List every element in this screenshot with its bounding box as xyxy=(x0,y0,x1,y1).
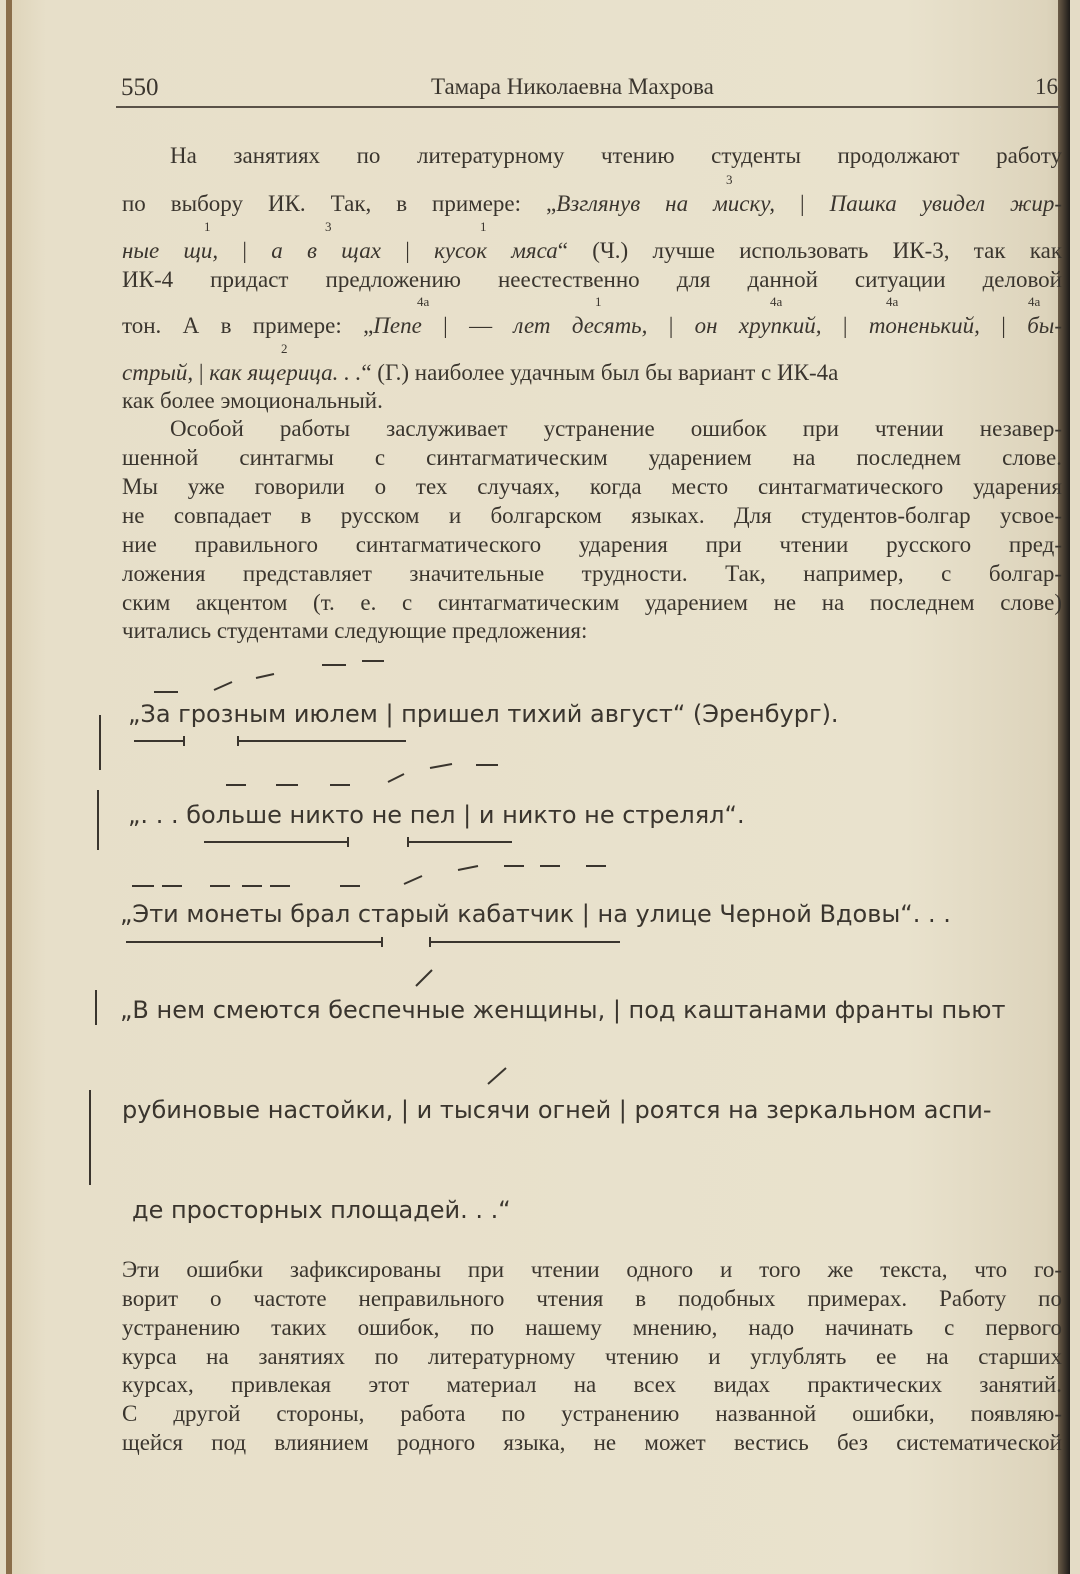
ik-mark: 1 xyxy=(595,294,602,309)
text-span: тон. А в примере: „ xyxy=(122,313,374,338)
example-span: Взглянув на миску, xyxy=(556,191,776,216)
example-sentence-5: рубиновые настойки, | и тысячи огней | роятся на зеркальном аспи- xyxy=(122,1096,992,1124)
header-counter: 16 xyxy=(1035,74,1058,99)
example-sentence-4: „В нем смеются беспечные женщины, | под каштанами франты пьют xyxy=(120,996,1006,1024)
example-span: тоненький, xyxy=(868,313,980,338)
para2-line: не совпадает в русском и болгарском языках. Для студентов-болгар усвое- xyxy=(122,503,1062,528)
example-sentence-1: „За грозным июлем | пришел тихий август“ (Эренбург). xyxy=(128,700,839,728)
ik-mark: 1 xyxy=(480,219,487,234)
ik-mark: 3 xyxy=(325,219,332,234)
para2-line: Особой работы заслуживает устранение ошибок при чтении незавер- xyxy=(170,416,1062,441)
pause-bar: | xyxy=(193,360,210,385)
example-span: лет десять, xyxy=(513,313,648,338)
example-span: как ящерица. . . xyxy=(209,360,362,385)
ik-mark: 4а xyxy=(770,294,783,309)
example-sentence-2: „. . . больше никто не пел | и никто не стрелял“. xyxy=(128,801,745,829)
text-span: “ (Г.) наиболее удачным был бы вариант с ИК-4а xyxy=(361,360,839,385)
example-span: Пашка увидел жир- xyxy=(829,191,1062,216)
para2-line: ским акцентом (т. е. с синтагматическим ударением не на последнем слове) xyxy=(122,590,1062,615)
pause-bar: | xyxy=(775,191,830,216)
ik-mark: 4а xyxy=(886,294,899,309)
para3-line: курсах, привлекая этот материал на всех видах практических занятий. xyxy=(122,1372,1062,1397)
pause-bar: | — xyxy=(421,313,514,338)
example-span: стрый, xyxy=(122,360,194,385)
para3-line: ворит о частоте неправильного чтения в подобных примерах. Работу по xyxy=(122,1286,1062,1311)
example-span: ные щи, xyxy=(122,238,219,263)
text-span: “ (Ч.) лучше использовать ИК-3, так как xyxy=(557,238,1062,263)
page-number: 550 xyxy=(121,74,159,101)
pause-bar: | xyxy=(647,313,695,338)
rising-tone-mark xyxy=(416,970,432,986)
para3-line: устранению таких ошибок, по нашему мнению, надо начинать с первого xyxy=(122,1315,1062,1340)
tone-dash xyxy=(458,866,478,870)
text-span: по выбору ИК. Так, в примере: „ xyxy=(122,191,557,216)
para1-line4: ИК-4 придаст предложению неестественно для данной ситуации деловой xyxy=(122,267,1062,292)
ik-mark: 3 xyxy=(726,172,733,187)
rising-tone-mark xyxy=(404,876,422,884)
para3-line: щейся под влиянием родного языка, не может вестись без систематической xyxy=(122,1430,1062,1455)
book-page xyxy=(6,0,1070,1574)
ik-mark: 4а xyxy=(1028,294,1041,309)
rising-tone-mark xyxy=(488,1068,506,1084)
pause-bar: | xyxy=(979,313,1028,338)
para2-line: читались студентами следующие предложения: xyxy=(122,618,588,643)
para2-line: Мы уже говорили о тех случаях, когда место синтагматического ударения xyxy=(122,474,1062,499)
tone-dash xyxy=(430,764,452,768)
ik-mark: 2 xyxy=(281,341,288,356)
rising-tone-mark xyxy=(214,682,232,690)
para3-line: курса на занятиях по литературному чтению и углублять ее на старших xyxy=(122,1344,1062,1369)
para2-line: шенной синтагмы с синтагматическим ударением на последнем слове. xyxy=(122,445,1062,470)
example-sentence-3: „Эти монеты брал старый кабатчик | на улице Черной Вдовы“. . . xyxy=(120,900,951,928)
example-span: Пепе xyxy=(373,313,422,338)
example-span: кусок мяса xyxy=(434,238,558,263)
pause-bar: | xyxy=(218,238,272,263)
example-span: а в щах xyxy=(271,238,381,263)
pause-bar: | xyxy=(821,313,869,338)
rising-tone-mark xyxy=(388,774,404,782)
ik-mark: 1 xyxy=(204,219,211,234)
tone-dash xyxy=(256,674,274,678)
example-span: бы- xyxy=(1027,313,1063,338)
para1-line1: На занятиях по литературному чтению студенты продолжают работу xyxy=(170,143,1062,168)
example-span: он хрупкий, xyxy=(694,313,822,338)
para2-line: ние правильного синтагматического ударения при чтении русского пред- xyxy=(122,532,1062,557)
para1-line7: как более эмоциональный. xyxy=(122,388,383,413)
para3-line: С другой стороны, работа по устранению названной ошибки, появляю- xyxy=(122,1401,1062,1426)
pause-bar: | xyxy=(380,238,435,263)
para3-line: Эти ошибки зафиксированы при чтении одного и того же текста, что го- xyxy=(122,1257,1062,1282)
ik-mark: 4а xyxy=(417,294,430,309)
para2-line: ложения представляет значительные трудности. Так, например, с болгар- xyxy=(122,561,1062,586)
running-title: Тамара Николаевна Махрова xyxy=(431,74,714,99)
example-sentence-6: де просторных площадей. . .“ xyxy=(132,1196,511,1224)
